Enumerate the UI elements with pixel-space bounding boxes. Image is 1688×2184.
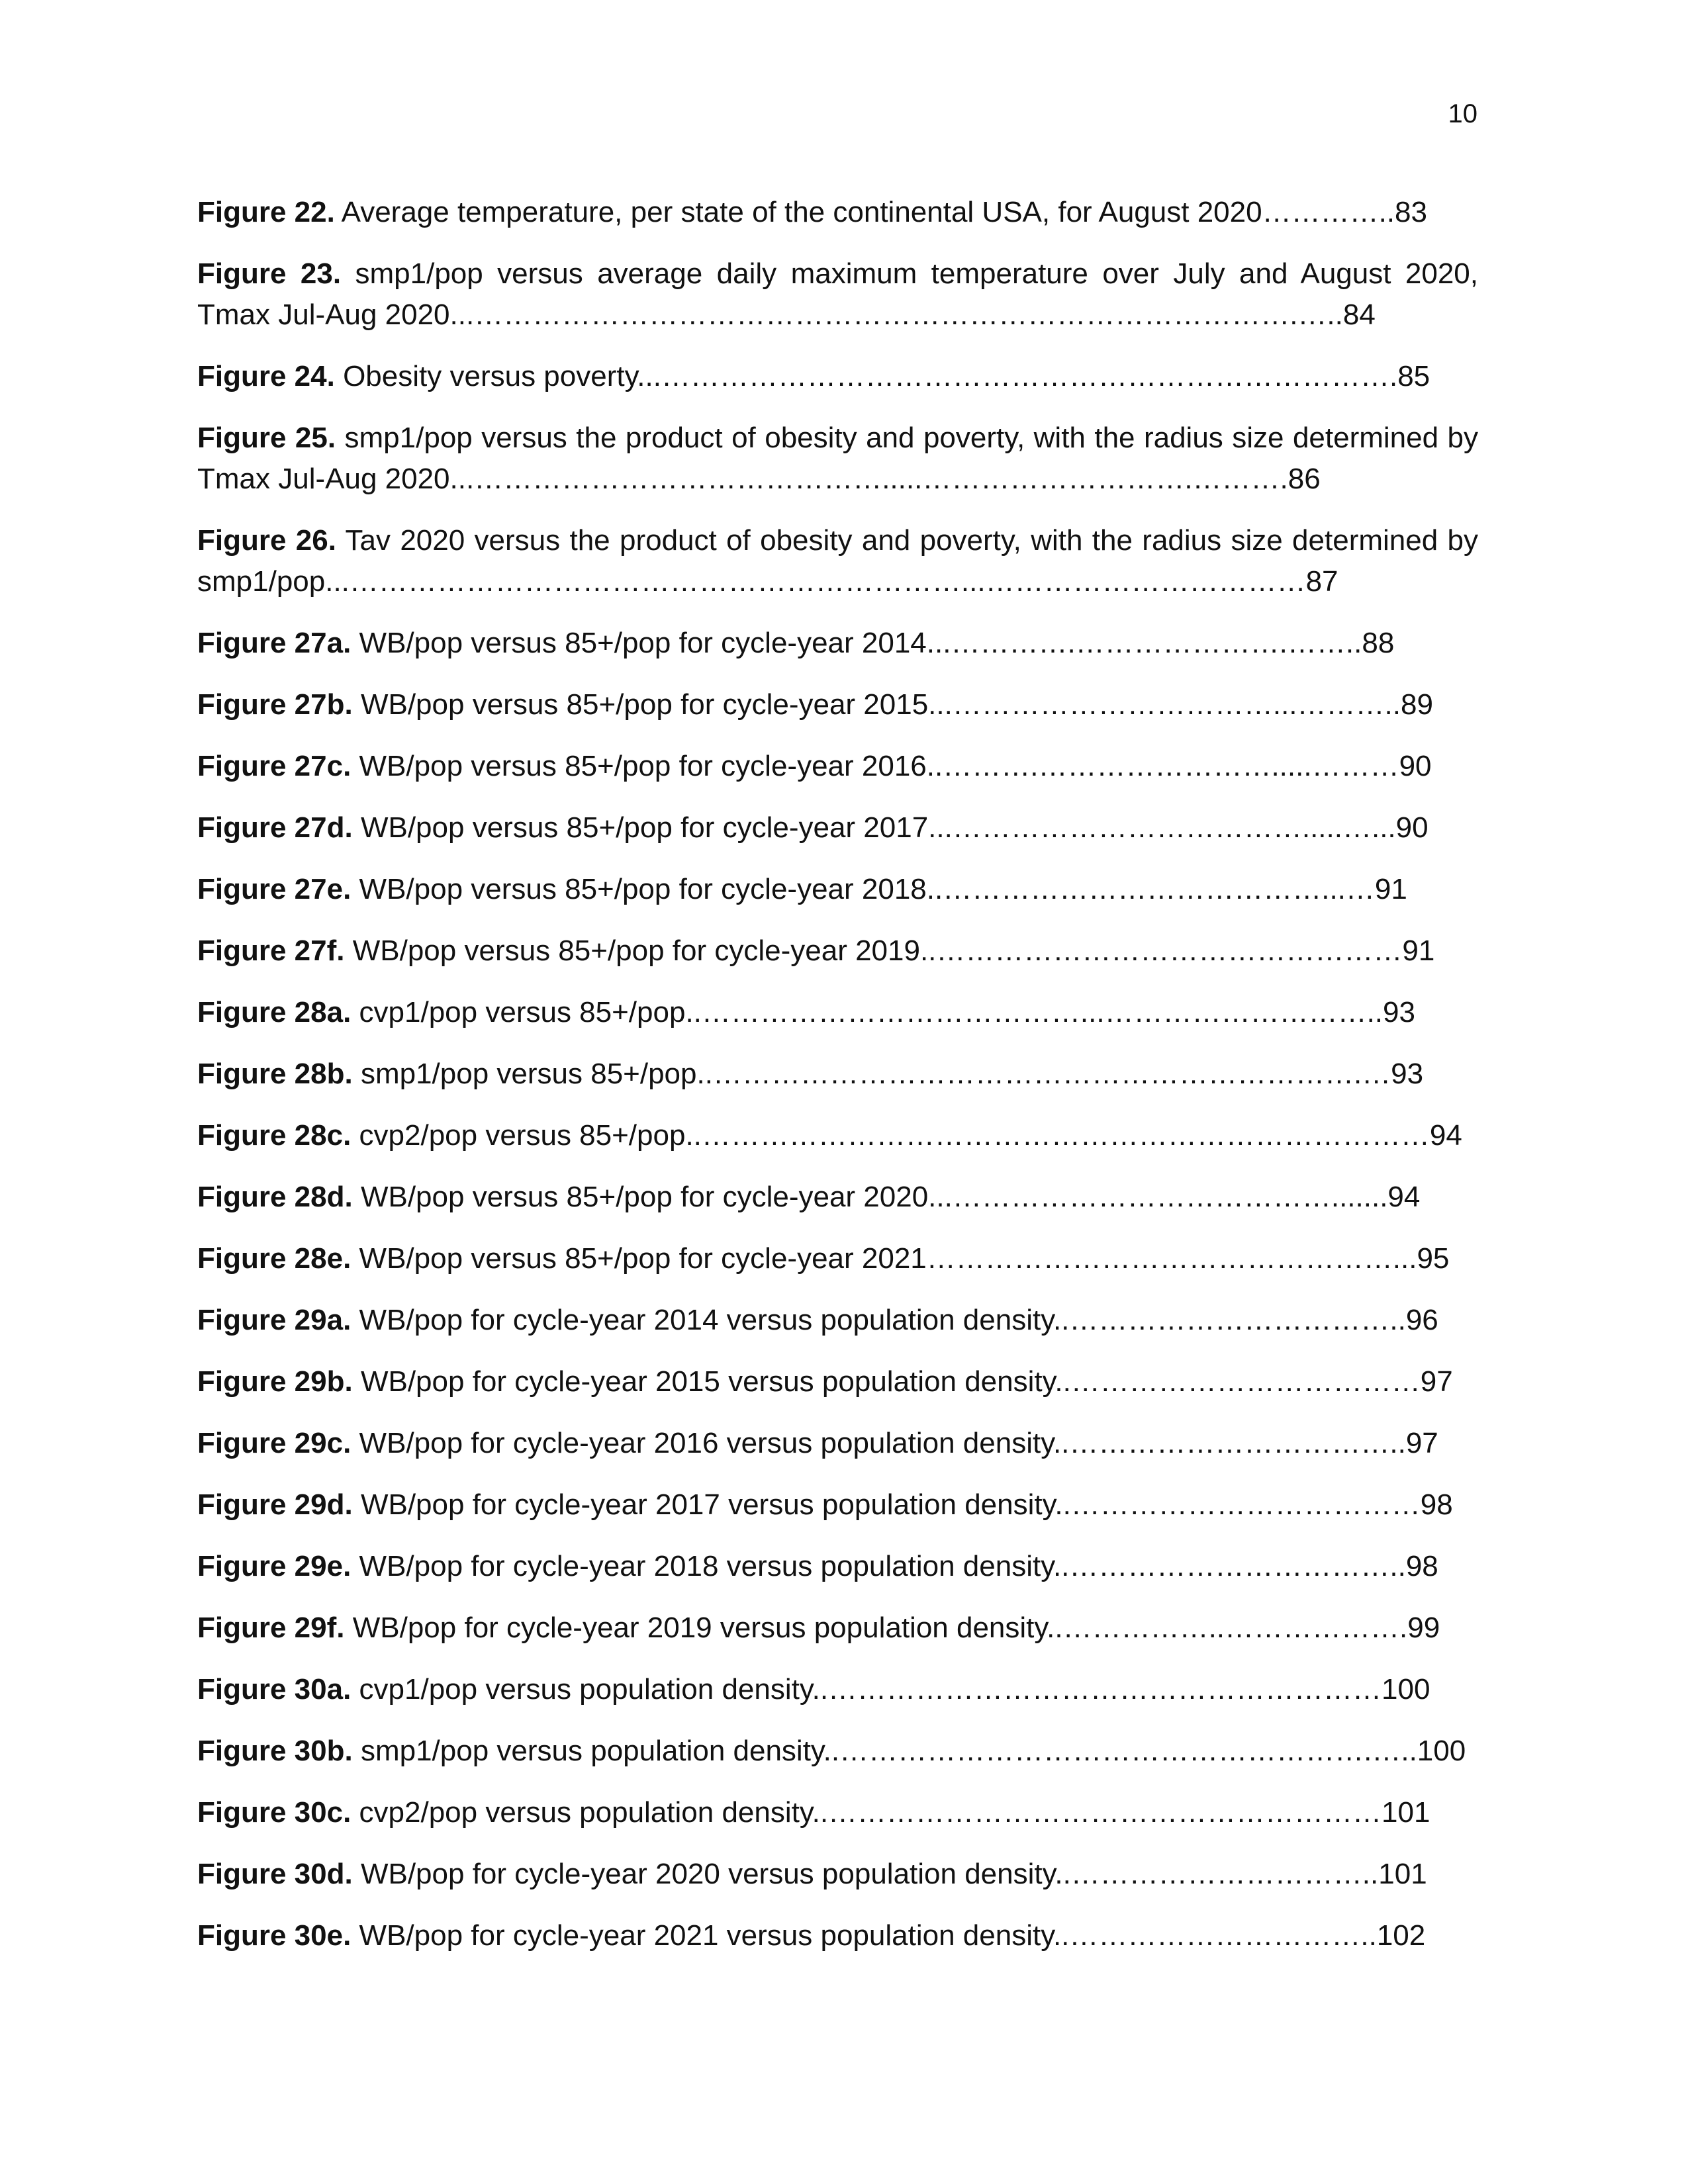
figure-caption: WB/pop for cycle-year 2014 versus population density..……………………………..96 bbox=[359, 1304, 1438, 1336]
figure-caption: WB/pop for cycle-year 2019 versus population density..……………..……………….99 bbox=[352, 1612, 1440, 1644]
lof-entry-figure-22[interactable] bbox=[197, 192, 1478, 233]
figure-label: Figure 27d. bbox=[197, 811, 353, 844]
lof-entry-figure-30c[interactable] bbox=[197, 1792, 1478, 1833]
figure-label: Figure 30b. bbox=[197, 1735, 353, 1767]
figure-caption: WB/pop versus 85+/pop for cycle-year 2019..…………………………………………91 bbox=[352, 934, 1435, 967]
lof-entry-figure-29e[interactable] bbox=[197, 1546, 1478, 1587]
figure-caption: WB/pop versus 85+/pop for cycle-year 2015...……………………………...………..89 bbox=[360, 688, 1433, 721]
lof-entry-figure-30a[interactable] bbox=[197, 1669, 1478, 1710]
figure-caption: Average temperature, per state of the continental USA, for August 2020…………..83 bbox=[341, 196, 1427, 228]
figure-caption: smp1/pop versus the product of obesity and poverty, with the radius size determined by Tmax Jul-Aug 2020...…………………………………….....……………………….……….86 bbox=[197, 422, 1478, 495]
figure-label: Figure 28b. bbox=[197, 1058, 353, 1090]
figure-label: Figure 28d. bbox=[197, 1181, 353, 1213]
figure-caption: WB/pop for cycle-year 2021 versus population density..…………………………..102 bbox=[359, 1919, 1426, 1952]
lof-entry-figure-23[interactable] bbox=[197, 253, 1478, 336]
lof-entry-figure-27c[interactable] bbox=[197, 746, 1478, 787]
list-of-figures bbox=[197, 192, 1478, 1977]
lof-entry-figure-28b[interactable] bbox=[197, 1054, 1478, 1095]
lof-entry-figure-28c[interactable] bbox=[197, 1115, 1478, 1156]
figure-label: Figure 30e. bbox=[197, 1919, 352, 1952]
figure-label: Figure 29e. bbox=[197, 1550, 352, 1582]
figure-caption: cvp2/pop versus 85+/pop..…………………………………………………………………94 bbox=[359, 1119, 1462, 1152]
figure-label: Figure 27e. bbox=[197, 873, 352, 905]
figure-caption: WB/pop for cycle-year 2018 versus population density..……………………………..98 bbox=[359, 1550, 1438, 1582]
figure-caption: WB/pop for cycle-year 2020 versus population density..…………………………..101 bbox=[360, 1858, 1427, 1890]
figure-label: Figure 29a. bbox=[197, 1304, 352, 1336]
figure-label: Figure 27b. bbox=[197, 688, 353, 721]
lof-entry-figure-27a[interactable] bbox=[197, 623, 1478, 664]
lof-entry-figure-27b[interactable] bbox=[197, 684, 1478, 725]
figure-caption: Obesity versus poverty...………………………………………………………………….85 bbox=[343, 360, 1430, 392]
figure-caption: WB/pop versus 85+/pop for cycle-year 2014...………….………………….……..88 bbox=[359, 627, 1395, 659]
lof-entry-figure-29f[interactable] bbox=[197, 1608, 1478, 1649]
lof-entry-figure-29b[interactable] bbox=[197, 1361, 1478, 1402]
lof-entry-figure-27f[interactable] bbox=[197, 931, 1478, 972]
figure-caption: WB/pop versus 85+/pop for cycle-year 2018..…………………………………...…91 bbox=[359, 873, 1407, 905]
figure-caption: WB/pop versus 85+/pop for cycle-year 2017...……………………………….....…...90 bbox=[360, 811, 1429, 844]
lof-entry-figure-30b[interactable] bbox=[197, 1731, 1478, 1772]
figure-caption: Tav 2020 versus the product of obesity and poverty, with the radius size determined by smp1/pop...………………………………………………………...……………………………87 bbox=[197, 524, 1478, 598]
figure-caption: WB/pop versus 85+/pop for cycle-year 2016..……….…………………….....………90 bbox=[359, 750, 1432, 782]
figure-caption: smp1/pop versus average daily maximum temperature over July and August 2020, Tmax Jul-Aug 2020...………………………………………………………………………….…..84 bbox=[197, 257, 1478, 331]
figure-label: Figure 29c. bbox=[197, 1427, 352, 1459]
lof-entry-figure-26[interactable] bbox=[197, 520, 1478, 602]
figure-label: Figure 30a. bbox=[197, 1673, 352, 1706]
lof-entry-figure-27d[interactable] bbox=[197, 807, 1478, 848]
lof-entry-figure-30e[interactable] bbox=[197, 1915, 1478, 1956]
figure-caption: smp1/pop versus 85+/pop..………………………………………………………….…93 bbox=[360, 1058, 1424, 1090]
figure-label: Figure 23. bbox=[197, 257, 342, 290]
figure-label: Figure 29b. bbox=[197, 1365, 353, 1398]
lof-entry-figure-28e[interactable] bbox=[197, 1238, 1478, 1279]
figure-label: Figure 28a. bbox=[197, 996, 352, 1028]
figure-label: Figure 25. bbox=[197, 422, 336, 454]
figure-label: Figure 27c. bbox=[197, 750, 352, 782]
lof-entry-figure-27e[interactable] bbox=[197, 869, 1478, 910]
lof-entry-figure-25[interactable] bbox=[197, 418, 1478, 500]
figure-caption: cvp1/pop versus 85+/pop..…………………………………...………………………..93 bbox=[359, 996, 1415, 1028]
figure-label: Figure 27a. bbox=[197, 627, 352, 659]
lof-entry-figure-28a[interactable] bbox=[197, 992, 1478, 1033]
figure-label: Figure 30d. bbox=[197, 1858, 353, 1890]
figure-caption: WB/pop for cycle-year 2017 versus population density..………………………………98 bbox=[360, 1488, 1453, 1521]
figure-caption: smp1/pop versus population density..……………………………………………….…..100 bbox=[360, 1735, 1466, 1767]
figure-label: Figure 29f. bbox=[197, 1612, 345, 1644]
page-number: 10 bbox=[1448, 99, 1477, 128]
figure-label: Figure 24. bbox=[197, 360, 335, 392]
figure-label: Figure 29d. bbox=[197, 1488, 353, 1521]
figure-caption: WB/pop for cycle-year 2015 versus population density..………………………………97 bbox=[360, 1365, 1453, 1398]
lof-entry-figure-24[interactable] bbox=[197, 356, 1478, 397]
lof-entry-figure-29a[interactable] bbox=[197, 1300, 1478, 1341]
figure-label: Figure 27f. bbox=[197, 934, 345, 967]
figure-label: Figure 28e. bbox=[197, 1242, 352, 1275]
figure-caption: WB/pop for cycle-year 2016 versus population density..……………………………..97 bbox=[359, 1427, 1438, 1459]
figure-label: Figure 22. bbox=[197, 196, 335, 228]
figure-caption: cvp2/pop versus population density..…………………………………………………101 bbox=[359, 1796, 1430, 1829]
figure-label: Figure 26. bbox=[197, 524, 336, 557]
figure-label: Figure 28c. bbox=[197, 1119, 352, 1152]
lof-entry-figure-29c[interactable] bbox=[197, 1423, 1478, 1464]
figure-caption: WB/pop versus 85+/pop for cycle-year 2021…………………………………………...95 bbox=[359, 1242, 1450, 1275]
figure-caption: cvp1/pop versus population density..…………………………………………………100 bbox=[359, 1673, 1430, 1706]
lof-entry-figure-29d[interactable] bbox=[197, 1484, 1478, 1525]
figure-label: Figure 30c. bbox=[197, 1796, 352, 1829]
figure-caption: WB/pop versus 85+/pop for cycle-year 2020...………………………………….......94 bbox=[360, 1181, 1421, 1213]
lof-entry-figure-28d[interactable] bbox=[197, 1177, 1478, 1218]
lof-entry-figure-30d[interactable] bbox=[197, 1854, 1478, 1895]
